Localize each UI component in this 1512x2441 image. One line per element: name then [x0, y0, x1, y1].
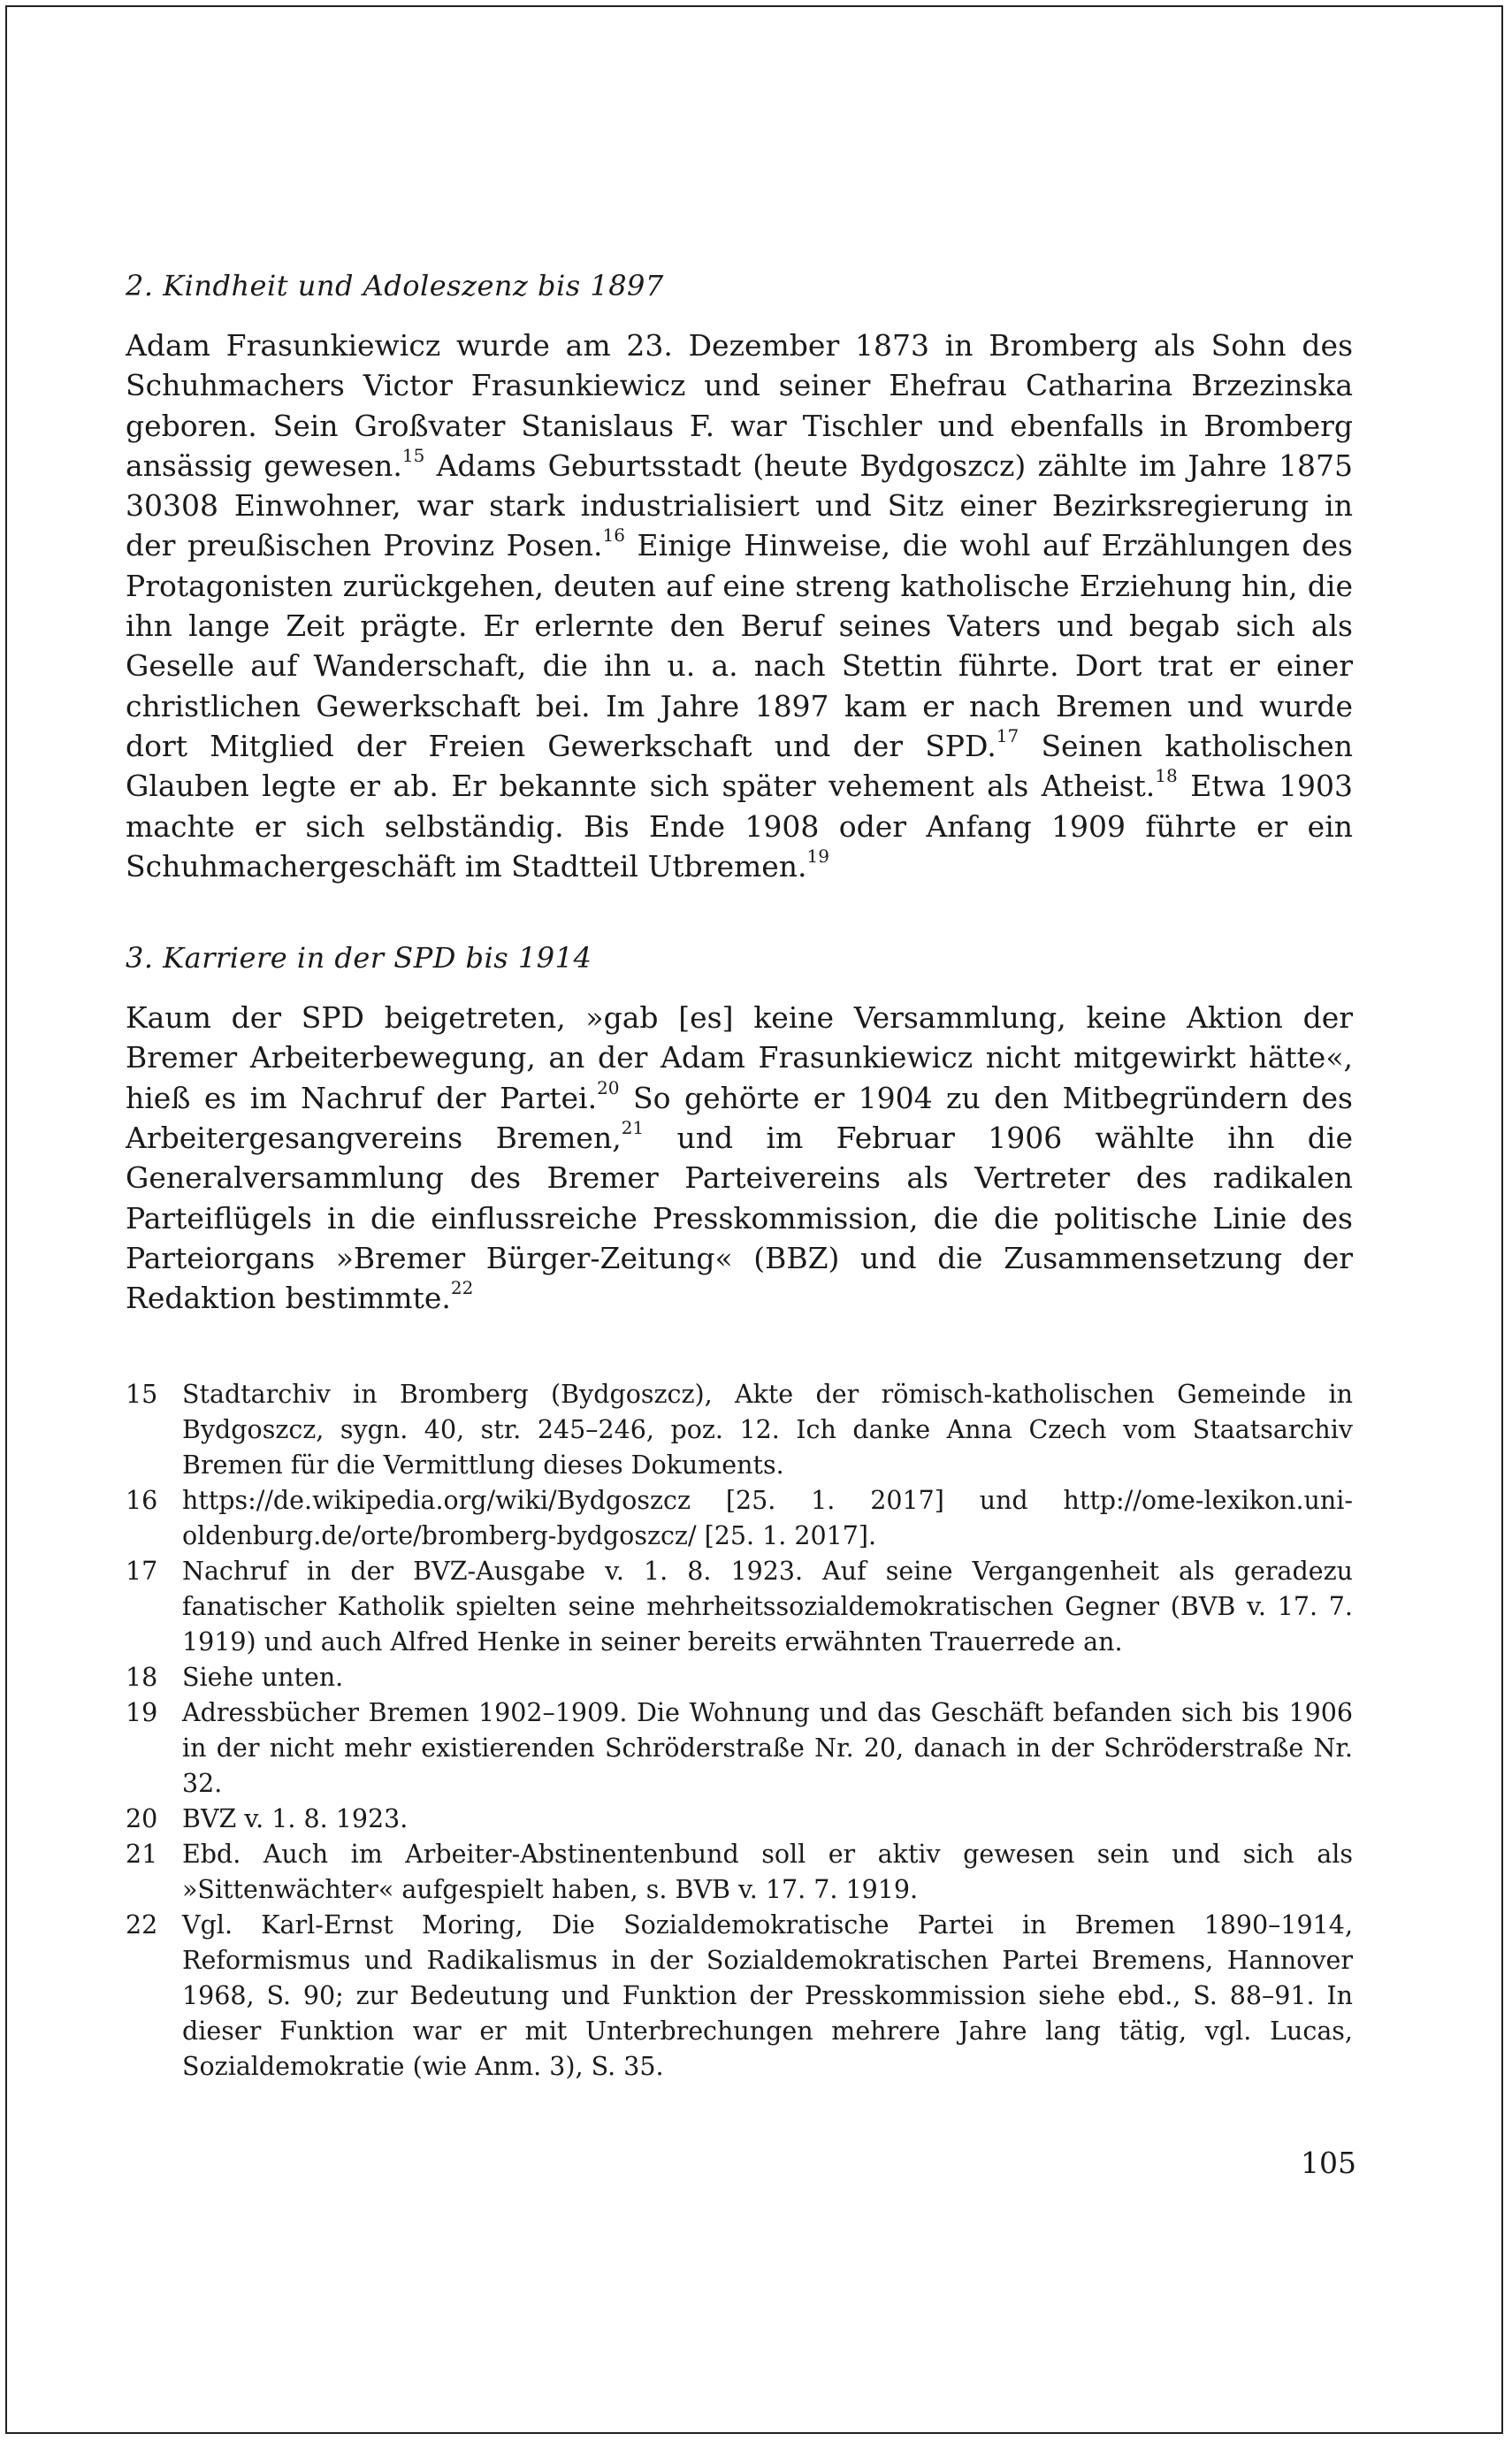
footnote-ref[interactable]: 21 [621, 1117, 645, 1139]
footnote-text: https://de.wikipedia.org/wiki/Bydgoszcz [25. 1. 2017] und http://ome-lexikon.uni-oldenburg.de/orte/bromberg-bydgoszcz/ [25. 1. 2017]. [182, 1485, 1353, 1550]
text-run: Seinen katholischen Glauben legte er ab. Er bekannte sich später vehement als Atheist. [126, 728, 1353, 804]
footnote-number: 19 [126, 1697, 158, 1727]
footnote-text: Vgl. Karl-Ernst Moring, Die Sozialdemokratische Partei in Bremen 1890–1914, Reformismus und Radikalismus in der Sozialdemokratischen Partei Bremens, Hannover 1968, S. 90; zur Bedeutung und Funktion der Presskommission siehe ebd., S. 88–91. In dieser Funktion war er mit Unterbrechungen mehrere Jahre lang tätig, vgl. Lucas, Sozialdemokratie (wie Anm. 3), S. 35. [182, 1909, 1353, 2081]
footnote-ref[interactable]: 20 [597, 1076, 620, 1098]
footnote [126, 1483, 1353, 1554]
footnote [126, 1802, 1353, 1837]
footnote-number: 20 [126, 1803, 158, 1833]
footnote [126, 1554, 1353, 1660]
text-run: Einige Hinweise, die wohl auf Erzählungen des Protagonisten zurückgehen, deuten auf eine streng katholische Erziehung hin, die ihn lange Zeit prägte. Er erlernte den Beruf seines Vaters und begab sich als Geselle auf Wanderschaft, die ihn u. a. nach Stettin führte. Dort trat er einer christlichen Gewerkschaft bei. Im Jahre 1897 kam er nach Bremen und wurde dort Mitglied der Freien Gewerkschaft und der SPD. [126, 528, 1353, 763]
footnote [126, 1660, 1353, 1695]
text-run: Etwa 1903 machte er sich selbständig. Bis Ende 1908 oder Anfang 1909 führte er ein Schuhmachergeschäft im Stadtteil Utbremen. [126, 769, 1353, 884]
footnote-text: Nachruf in der BVZ-Ausgabe v. 1. 8. 1923. Auf seine Vergangenheit als geradezu fanatischer Katholik spielten seine mehrheitssozialdemokratischen Gegner (BVB v. 17. 7. 1919) und auch Alfred Henke in seiner bereits erwähnten Trauerrede an. [182, 1556, 1353, 1657]
footnote [126, 1908, 1353, 2085]
footnote-text: Adressbücher Bremen 1902–1909. Die Wohnung und das Geschäft befanden sich bis 1906 in der nicht mehr existierenden Schröderstraße Nr. 20, danach in der Schröderstraße Nr. 32. [182, 1697, 1353, 1798]
text-run: Kaum der SPD beigetreten, »gab [es] keine Versammlung, keine Aktion der Bremer Arbeiterbewegung, an der Adam Frasunkiewicz nicht mitgewirkt hätte«, hieß es im Nachruf der Partei. [126, 1000, 1353, 1115]
footnote-number: 16 [126, 1485, 158, 1515]
footnotes [126, 1377, 1353, 2085]
footnote-number: 17 [126, 1556, 158, 1586]
text-run: Adam Frasunkiewicz wurde am 23. Dezember 1873 in Bromberg als Sohn des Schuhmachers Victor Frasunkiewicz und seiner Ehefrau Catharina Brzezinska geboren. Sein Großvater Stanislaus F. war Tischler und ebenfalls in Bromberg ansässig gewesen. [126, 328, 1353, 483]
footnote-ref[interactable]: 15 [401, 444, 425, 466]
footnote-number: 18 [126, 1662, 158, 1692]
page-content [126, 265, 1353, 2085]
section-heading-childhood: 2. Kindheit und Adoleszenz bis 1897 [126, 269, 664, 302]
footnote [126, 1377, 1353, 1483]
footnote-ref[interactable]: 17 [996, 724, 1019, 746]
footnote [126, 1695, 1353, 1802]
footnote-ref[interactable]: 18 [1155, 765, 1178, 787]
footnote-number: 15 [126, 1379, 158, 1409]
section-paragraph-childhood [126, 325, 1353, 886]
footnote-ref[interactable]: 22 [450, 1277, 474, 1299]
footnote-ref[interactable]: 19 [806, 845, 829, 867]
footnote-text: Stadtarchiv in Bromberg (Bydgoszcz), Akte der römisch-katholischen Gemeinde in Bydgoszcz, sygn. 40, str. 245–246, poz. 12. Ich danke Anna Czech vom Staatsarchiv Bremen für die Vermittlung dieses Dokuments. [182, 1379, 1353, 1480]
text-run: und im Februar 1906 wählte ihn die Generalversammlung des Bremer Parteivereins als Vertreter des radikalen Parteiflügels in die einflussreiche Presskommission, die die politische Linie des Parteiorgans »Bremer Bürger-Zeitung« (BBZ) und die Zusammensetzung der Redaktion bestimmte. [126, 1121, 1353, 1316]
footnote-number: 21 [126, 1839, 158, 1869]
page-number: 105 [1301, 2146, 1356, 2180]
text-run: So gehörte er 1904 zu den Mitbegründern des Arbeitergesangvereins Bremen, [126, 1080, 1353, 1156]
footnote-text: Siehe unten. [182, 1662, 344, 1692]
section-paragraph-career [126, 998, 1353, 1318]
text-run: Adams Geburtsstadt (heute Bydgoszcz) zählte im Jahre 1875 30308 Einwohner, war stark industrialisiert und Sitz einer Bezirksregierung in der preußischen Provinz Posen. [126, 448, 1353, 563]
section-heading-career: 3. Karriere in der SPD bis 1914 [126, 941, 592, 976]
footnote-text: BVZ v. 1. 8. 1923. [182, 1803, 409, 1833]
footnote-ref[interactable]: 16 [602, 524, 625, 547]
footnote-number: 22 [126, 1909, 158, 1940]
footnote-text: Ebd. Auch im Arbeiter-Abstinentenbund soll er aktiv gewesen sein und sich als »Sittenwächter« aufgespielt haben, s. BVB v. 17. 7. 1919. [182, 1839, 1353, 1904]
footnote [126, 1837, 1353, 1908]
